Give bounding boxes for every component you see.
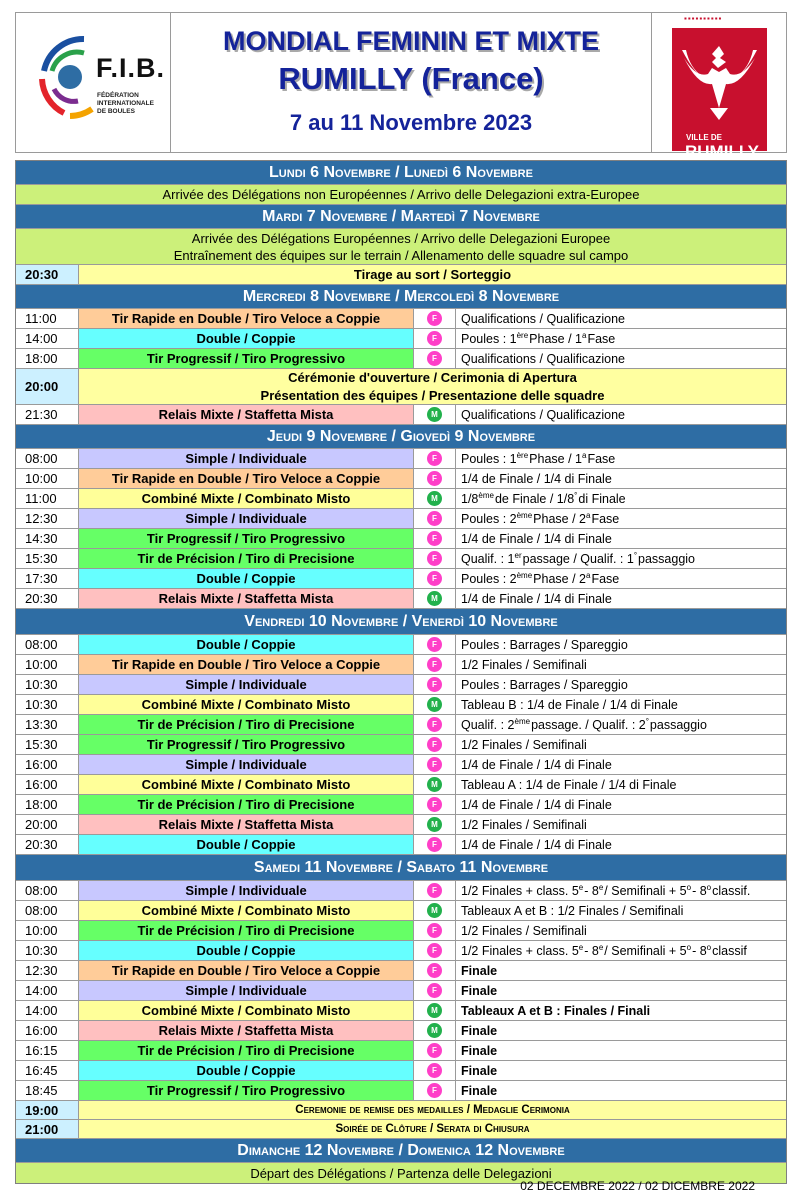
feminine-category-icon: F [427, 1063, 442, 1078]
category-cell [414, 1081, 456, 1100]
event-row [16, 569, 786, 589]
time: 20:00 [16, 369, 79, 404]
event-discipline: Simple / Individuale [79, 755, 414, 774]
day-title: Mardi 7 Novembre / Martedì 7 Novembre [262, 207, 540, 225]
category-cell [414, 981, 456, 1000]
event-phase: 1/4 de Finale / 1/4 di Finale [456, 529, 786, 548]
event-phase: Qualifications / Qualificazione [456, 349, 786, 368]
category-cell [414, 589, 456, 608]
event-time: 08:00 [16, 881, 79, 900]
event-phase: Poules : Barrages / Spareggio [456, 675, 786, 694]
day-title: Jeudi 9 Novembre / Giovedì 9 Novembre [266, 427, 536, 445]
event-time: 21:30 [16, 405, 79, 424]
event-phase: Qualifications / Qualificazione [456, 405, 786, 424]
event-phase: Finale [456, 1061, 786, 1080]
medal-ceremony-row [16, 1101, 786, 1120]
time: 20:30 [16, 265, 79, 284]
event-discipline: Combiné Mixte / Combinato Misto [79, 489, 414, 508]
day-header [16, 855, 786, 881]
event-time: 08:00 [16, 635, 79, 654]
event-time: 15:30 [16, 549, 79, 568]
event-phase: Poules : 2 $^{ème}$ Phase / 2 $^a$ Fase [456, 509, 786, 528]
category-cell [414, 449, 456, 468]
event-discipline: Double / Coppie [79, 569, 414, 588]
event-time: 10:00 [16, 921, 79, 940]
event-time: 16:15 [16, 1041, 79, 1060]
event-discipline: Double / Coppie [79, 635, 414, 654]
event-discipline: Combiné Mixte / Combinato Misto [79, 1001, 414, 1020]
mixed-category-icon: M [427, 1003, 442, 1018]
feminine-category-icon: F [427, 983, 442, 998]
event-row [16, 489, 786, 509]
info-row [16, 185, 786, 205]
event-discipline: Relais Mixte / Staffetta Mista [79, 815, 414, 834]
day-header [16, 425, 786, 449]
event-time: 18:00 [16, 795, 79, 814]
event-row [16, 329, 786, 349]
event-time: 16:00 [16, 775, 79, 794]
event-row [16, 981, 786, 1001]
mixed-category-icon: M [427, 407, 442, 422]
time: 19:00 [16, 1101, 79, 1119]
event-time: 14:30 [16, 529, 79, 548]
category-cell [414, 795, 456, 814]
event-discipline: Simple / Individuale [79, 981, 414, 1000]
header [15, 12, 787, 161]
event-phase: 1/4 de Finale / 1/4 di Finale [456, 755, 786, 774]
feminine-category-icon: F [427, 331, 442, 346]
closing-text: Soirée de Clôture / Serata di Chiusura [79, 1120, 786, 1138]
event-phase: Tableaux A et B : 1/2 Finales / Semifinali [456, 901, 786, 920]
eagle-icon [672, 28, 767, 128]
category-cell [414, 815, 456, 834]
event-time: 10:00 [16, 469, 79, 488]
event-phase: 1/2 Finales / Semifinali [456, 735, 786, 754]
event-discipline: Double / Coppie [79, 1061, 414, 1080]
category-cell [414, 695, 456, 714]
day-header [16, 1139, 786, 1163]
event-time: 10:30 [16, 941, 79, 960]
ceremony-row [16, 369, 786, 405]
feminine-category-icon: F [427, 311, 442, 326]
category-cell [414, 1041, 456, 1060]
event-discipline: Relais Mixte / Staffetta Mista [79, 589, 414, 608]
event-discipline: Double / Coppie [79, 329, 414, 348]
rumilly-name: RUMILLY [685, 142, 759, 161]
event-phase: 1/2 Finales + class. 5 $^e$ - 8 $^e$ / Semifinali + 5 $^o$ - 8 $^o$ classif. [456, 881, 786, 900]
event-phase: 1/2 Finales + class. 5 $^e$ - 8 $^e$ / Semifinali + 5 $^o$ - 8 $^o$ classif [456, 941, 786, 960]
event-phase: Tableau A : 1/4 de Finale / 1/4 di Finale [456, 775, 786, 794]
event-time: 11:00 [16, 309, 79, 328]
event-phase: 1/8 $^{ème}$ de Finale / 1/8 ° di Finale [456, 489, 786, 508]
event-row [16, 405, 786, 425]
event-phase: Finale [456, 1081, 786, 1100]
feminine-category-icon: F [427, 677, 442, 692]
category-cell [414, 569, 456, 588]
category-cell [414, 489, 456, 508]
category-cell [414, 1021, 456, 1040]
closing-row [16, 1120, 786, 1139]
event-dates: 7 au 11 Novembre 2023 [289, 110, 533, 135]
ceremony-text: Cérémonie d'ouverture / Cerimonia di Apertura Présentation des équipes / Presentazione delle squadre [79, 369, 786, 404]
mixed-category-icon: M [427, 1023, 442, 1038]
event-phase: Tableau B : 1/4 de Finale / 1/4 di Finale [456, 695, 786, 714]
feminine-category-icon: F [427, 551, 442, 566]
event-discipline: Tir de Précision / Tiro di Precisione [79, 715, 414, 734]
event-discipline: Simple / Individuale [79, 881, 414, 900]
event-time: 17:30 [16, 569, 79, 588]
mixed-category-icon: M [427, 491, 442, 506]
event-row [16, 775, 786, 795]
event-discipline: Combiné Mixte / Combinato Misto [79, 695, 414, 714]
feminine-category-icon: F [427, 511, 442, 526]
event-discipline: Double / Coppie [79, 835, 414, 854]
category-cell [414, 1061, 456, 1080]
event-title: MONDIAL FEMININ ET MIXTE [223, 26, 599, 56]
category-cell [414, 881, 456, 900]
event-phase: Finale [456, 981, 786, 1000]
ville-label: VILLE DE [686, 133, 723, 142]
title-area [171, 13, 651, 152]
schedule-table [15, 160, 787, 1184]
feminine-category-icon: F [427, 571, 442, 586]
category-cell [414, 469, 456, 488]
category-cell [414, 509, 456, 528]
event-row [16, 1041, 786, 1061]
event-phase: Qualifications / Qualificazione [456, 309, 786, 328]
event-time: 18:45 [16, 1081, 79, 1100]
category-cell [414, 775, 456, 794]
event-phase: 1/2 Finales / Semifinali [456, 921, 786, 940]
event-discipline: Combiné Mixte / Combinato Misto [79, 901, 414, 920]
mixed-category-icon: M [427, 697, 442, 712]
event-phase: Finale [456, 1021, 786, 1040]
event-discipline: Tir Rapide en Double / Tiro Veloce a Coppie [79, 961, 414, 980]
footer-date: 02 DECEMBRE 2022 / 02 DICEMBRE 2022 [520, 1179, 755, 1193]
info-row [16, 229, 786, 265]
event-discipline: Double / Coppie [79, 941, 414, 960]
event-time: 16:00 [16, 1021, 79, 1040]
event-row [16, 349, 786, 369]
event-time: 18:00 [16, 349, 79, 368]
category-cell [414, 835, 456, 854]
category-cell [414, 655, 456, 674]
feminine-category-icon: F [427, 943, 442, 958]
event-row [16, 469, 786, 489]
feminine-category-icon: F [427, 923, 442, 938]
event-phase: Qualif. : 1 $^{er}$ passage / Qualif. : 1 ° passaggio [456, 549, 786, 568]
feminine-category-icon: F [427, 637, 442, 652]
event-location: RUMILLY (France) [278, 61, 544, 96]
day-title: Mercredi 8 Novembre / Mercoledì 8 Novembre [242, 287, 560, 305]
event-row [16, 589, 786, 609]
day-title: Samedi 11 Novembre / Sabato 11 Novembre [253, 858, 549, 876]
day-header [16, 205, 786, 229]
event-row [16, 795, 786, 815]
event-discipline: Tir Progressif / Tiro Progressivo [79, 735, 414, 754]
event-row [16, 309, 786, 329]
event-time: 20:30 [16, 835, 79, 854]
event-time: 12:30 [16, 961, 79, 980]
category-cell [414, 961, 456, 980]
feminine-category-icon: F [427, 657, 442, 672]
event-phase: Poules : 1 $^{ère}$ Phase / 1 $^a$ Fase [456, 449, 786, 468]
event-time: 10:00 [16, 655, 79, 674]
feminine-category-icon: F [427, 451, 442, 466]
event-phase: Finale [456, 1041, 786, 1060]
event-discipline: Tir Progressif / Tiro Progressivo [79, 529, 414, 548]
category-cell [414, 549, 456, 568]
category-cell [414, 755, 456, 774]
event-phase: Finale [456, 961, 786, 980]
feminine-category-icon: F [427, 1043, 442, 1058]
event-discipline: Tir Progressif / Tiro Progressivo [79, 1081, 414, 1100]
event-row [16, 735, 786, 755]
feminine-category-icon: F [427, 757, 442, 772]
event-discipline: Tir de Précision / Tiro di Precisione [79, 795, 414, 814]
feminine-category-icon: F [427, 351, 442, 366]
info-text: Entraînement des équipes sur le terrain / Allenamento delle squadre sul campo [173, 247, 629, 263]
event-time: 08:00 [16, 449, 79, 468]
day-title: Vendredi 10 Novembre / Venerdì 10 Novembre [244, 612, 558, 630]
category-cell [414, 735, 456, 754]
day-header [16, 609, 786, 635]
fib-logo-icon [34, 31, 94, 121]
event-discipline: Combiné Mixte / Combinato Misto [79, 775, 414, 794]
event-discipline: Relais Mixte / Staffetta Mista [79, 405, 414, 424]
feminine-category-icon: F [427, 531, 442, 546]
category-cell [414, 715, 456, 734]
event-row [16, 1081, 786, 1101]
day-header [16, 285, 786, 309]
event-phase: 1/4 de Finale / 1/4 di Finale [456, 589, 786, 608]
category-cell [414, 309, 456, 328]
rumilly-logo [651, 13, 786, 161]
category-cell [414, 329, 456, 348]
event-phase: 1/4 de Finale / 1/4 di Finale [456, 835, 786, 854]
event-phase: 1/4 de Finale / 1/4 di Finale [456, 795, 786, 814]
decorative-dots: ▪▪▪▪▪▪▪▪▪▪ [684, 14, 723, 23]
info-text: Arrivée des Délégations Européennes / Arrivo delle Delegazioni Europee [191, 230, 611, 246]
event-time: 15:30 [16, 735, 79, 754]
event-row [16, 961, 786, 981]
feminine-category-icon: F [427, 737, 442, 752]
medal-ceremony-text: Ceremonie de remise des medailles / Medaglie Cerimonia [79, 1101, 786, 1119]
feminine-category-icon: F [427, 1083, 442, 1098]
category-cell [414, 901, 456, 920]
day-title: Dimanche 12 Novembre / Domenica 12 Novembre [237, 1141, 565, 1159]
event-time: 14:00 [16, 981, 79, 1000]
rumilly-shield [672, 28, 767, 161]
mixed-category-icon: M [427, 591, 442, 606]
time: 21:00 [16, 1120, 79, 1138]
day-header [16, 161, 786, 185]
event-discipline: Tir de Précision / Tiro di Precisione [79, 1041, 414, 1060]
event-phase: Poules : 2 $^{ème}$ Phase / 2 $^a$ Fase [456, 569, 786, 588]
event-time: 12:30 [16, 509, 79, 528]
event-time: 14:00 [16, 1001, 79, 1020]
event-row [16, 941, 786, 961]
draw-text: Tirage au sort / Sorteggio [79, 265, 786, 284]
feminine-category-icon: F [427, 471, 442, 486]
event-row [16, 675, 786, 695]
event-phase: Tableaux A et B : Finales / Finali [456, 1001, 786, 1020]
event-discipline: Tir Progressif / Tiro Progressivo [79, 349, 414, 368]
mixed-category-icon: M [427, 817, 442, 832]
event-time: 20:30 [16, 589, 79, 608]
event-discipline: Tir de Précision / Tiro di Precisione [79, 921, 414, 940]
fib-logo [16, 13, 171, 152]
mixed-category-icon: M [427, 903, 442, 918]
event-row [16, 881, 786, 901]
fib-subtitle: FÉDÉRATION INTERNATIONALE DE BOULES [97, 92, 154, 115]
event-discipline: Tir Rapide en Double / Tiro Veloce a Coppie [79, 655, 414, 674]
event-phase: 1/4 de Finale / 1/4 di Finale [456, 469, 786, 488]
event-phase: Poules : Barrages / Spareggio [456, 635, 786, 654]
event-discipline: Tir Rapide en Double / Tiro Veloce a Coppie [79, 309, 414, 328]
category-cell [414, 349, 456, 368]
event-phase: 1/2 Finales / Semifinali [456, 655, 786, 674]
event-phase: Qualif. : 2 $^{ème}$ passage. / Qualif. : 2 ° passaggio [456, 715, 786, 734]
event-row [16, 901, 786, 921]
event-discipline: Simple / Individuale [79, 509, 414, 528]
info-text: Départ des Délégations / Partenza delle Delegazioni [250, 1165, 552, 1181]
event-row [16, 815, 786, 835]
event-row [16, 635, 786, 655]
event-time: 10:30 [16, 675, 79, 694]
event-row [16, 695, 786, 715]
event-row [16, 509, 786, 529]
event-time: 20:00 [16, 815, 79, 834]
event-time: 14:00 [16, 329, 79, 348]
category-cell [414, 1001, 456, 1020]
day-title: Lundi 6 Novembre / Lunedì 6 Novembre [269, 163, 533, 181]
event-discipline: Tir Rapide en Double / Tiro Veloce a Coppie [79, 469, 414, 488]
event-row [16, 655, 786, 675]
category-cell [414, 941, 456, 960]
event-row [16, 549, 786, 569]
event-discipline: Simple / Individuale [79, 675, 414, 694]
category-cell [414, 675, 456, 694]
feminine-category-icon: F [427, 883, 442, 898]
event-time: 10:30 [16, 695, 79, 714]
category-cell [414, 635, 456, 654]
event-row [16, 715, 786, 735]
info-text: Arrivée des Délégations non Européennes / Arrivo delle Delegazioni extra-Europee [162, 187, 640, 202]
draw-row [16, 265, 786, 285]
event-row [16, 529, 786, 549]
category-cell [414, 529, 456, 548]
category-cell [414, 921, 456, 940]
event-time: 11:00 [16, 489, 79, 508]
event-time: 13:30 [16, 715, 79, 734]
event-time: 08:00 [16, 901, 79, 920]
event-row [16, 755, 786, 775]
event-discipline: Tir de Précision / Tiro di Precisione [79, 549, 414, 568]
event-row [16, 1001, 786, 1021]
event-time: 16:00 [16, 755, 79, 774]
event-row [16, 1021, 786, 1041]
feminine-category-icon: F [427, 837, 442, 852]
category-cell [414, 405, 456, 424]
mixed-category-icon: M [427, 777, 442, 792]
event-discipline: Relais Mixte / Staffetta Mista [79, 1021, 414, 1040]
event-time: 16:45 [16, 1061, 79, 1080]
feminine-category-icon: F [427, 797, 442, 812]
event-discipline: Simple / Individuale [79, 449, 414, 468]
event-phase: 1/2 Finales / Semifinali [456, 815, 786, 834]
feminine-category-icon: F [427, 717, 442, 732]
event-phase: Poules : 1 $^{ère}$ Phase / 1 $^a$ Fase [456, 329, 786, 348]
fib-letters: F.I.B. [96, 53, 166, 83]
event-row [16, 835, 786, 855]
feminine-category-icon: F [427, 963, 442, 978]
event-row [16, 1061, 786, 1081]
event-row [16, 449, 786, 469]
event-row [16, 921, 786, 941]
